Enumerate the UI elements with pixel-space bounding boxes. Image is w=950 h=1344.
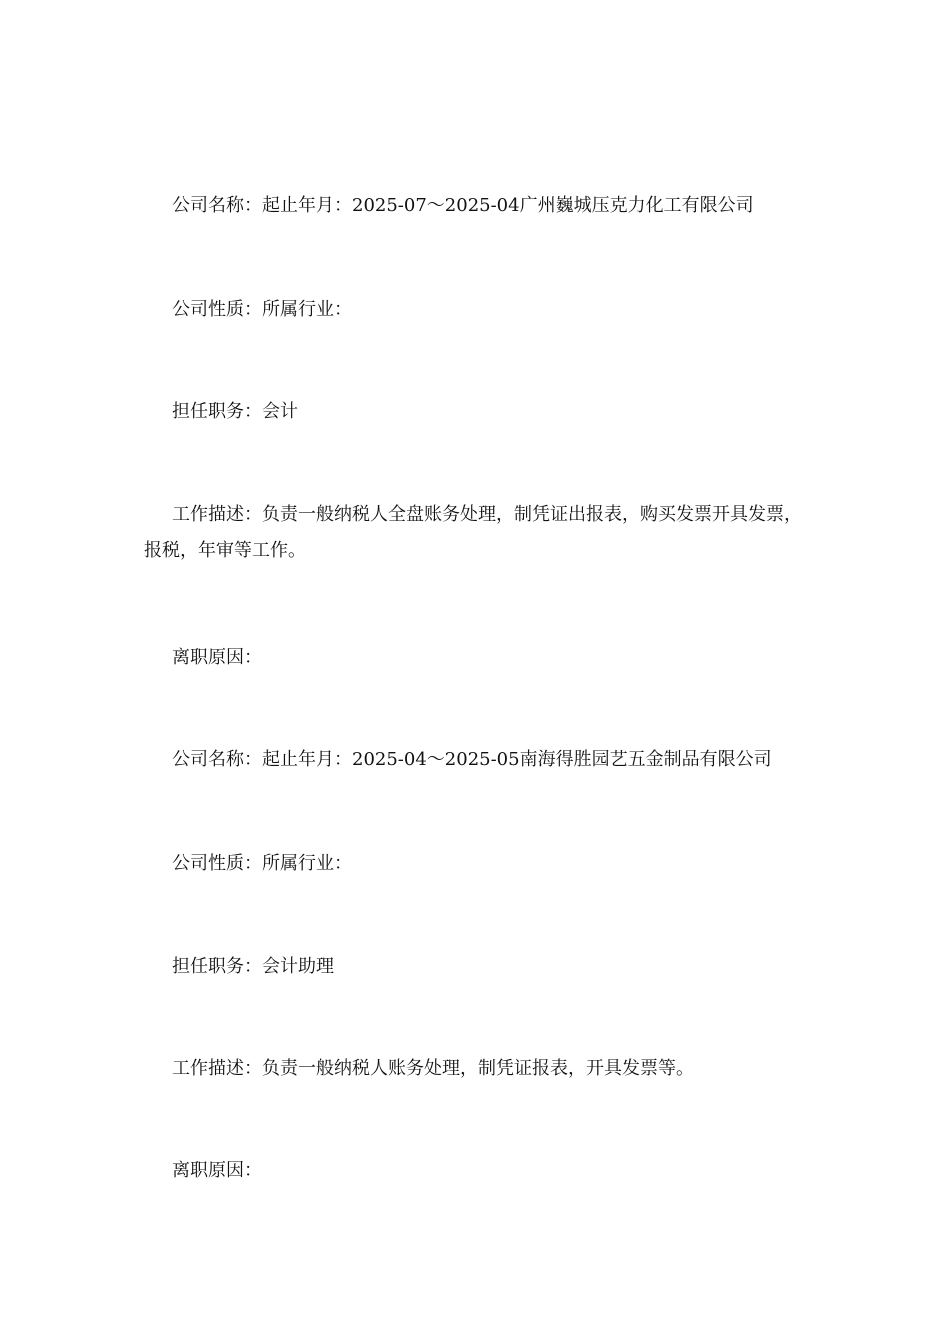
position-line-2: 担任职务：会计助理: [172, 956, 334, 977]
work-description-2: 工作描述：负责一般纳税人账务处理，制凭证报表，开具发票等。: [172, 1058, 694, 1079]
position-line-1: 担任职务：会计: [172, 401, 298, 422]
company-nature-line-2: 公司性质：所属行业：: [172, 853, 352, 874]
leave-reason-line-2: 离职原因：: [172, 1160, 262, 1181]
company-nature-line-1: 公司性质：所属行业：: [172, 299, 352, 320]
company-name-line-2: 公司名称：起止年月：2025-04～2025-05南海得胜园艺五金制品有限公司: [172, 749, 772, 770]
leave-reason-line-1: 离职原因：: [172, 647, 262, 668]
company-name-line-1: 公司名称：起止年月：2025-07～2025-04广州巍城压克力化工有限公司: [172, 195, 754, 216]
work-description-1: 工作描述：负责一般纳税人全盘账务处理，制凭证出报表，购买发票开具发票，报税，年审等工作。: [144, 504, 802, 561]
